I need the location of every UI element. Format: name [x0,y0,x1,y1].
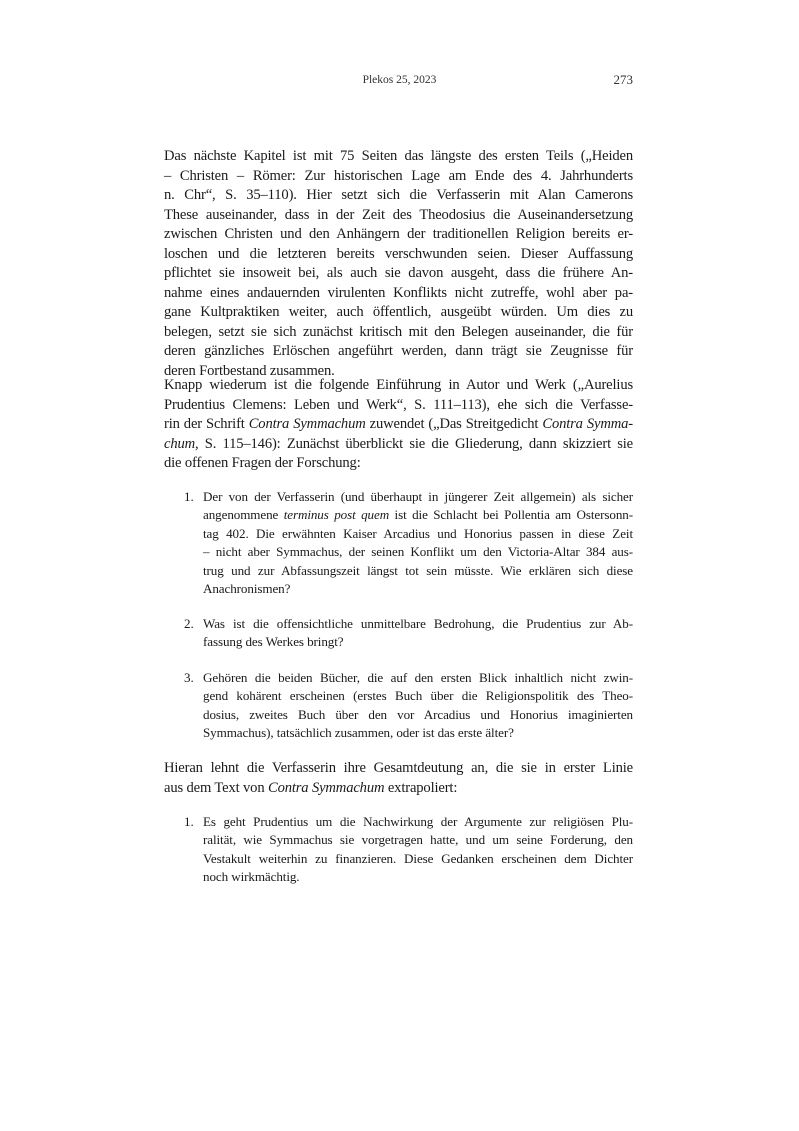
text-segment: angenommene [203,507,284,523]
text-segment: – Christen – Römer: Zur historischen Lage am Ende des 4. Jahrhunderts [164,167,633,184]
text-line [203,868,633,886]
text-line [203,724,633,742]
text-segment: noch wirkmächtig. [203,869,300,885]
italic-title: Contra Symma- [542,416,633,432]
text-line [203,813,633,831]
list-item-text [203,813,633,887]
list-item-text [203,488,633,598]
text-segment: , S. 115–146): Zunächst überblickt sie die Gliederung, dann skizziert sie [195,435,633,452]
text-segment: Es geht Prudentius um die Nachwirkung der Argumente zur religiösen Plu- [203,814,633,829]
text-segment: gane Kultpraktiken weiter, auch öffentlich, ausgeübt würden. Um dies zu [164,304,633,320]
text-segment: nahme eines andauernden virulenten Konflikts nicht zutreffe, wohl aber pa- [164,284,633,301]
text-segment: fassung des Werkes bringt? [203,634,344,650]
text-segment: rin der Schrift [164,416,249,432]
text-line [164,147,633,167]
text-segment: n. Chr“, S. 35–110). Hier setzt sich die Verfasserin mit Alan Camerons [164,187,633,203]
text-line [203,488,633,506]
text-segment: deren gänzliches Erlöschen angeführt werden, dann trägt sie Zeugnisse für [164,343,633,359]
text-segment: extrapoliert: [384,779,458,796]
italic-title: chum [164,435,196,452]
text-line [203,831,633,849]
text-line [203,687,633,705]
text-segment: Hieran lehnt die Verfasserin ihre Gesamtdeutung an, die sie in erster Linie [164,760,633,776]
text-line [164,342,633,362]
list-number: 2. [184,616,194,631]
text-segment: Das nächste Kapitel ist mit 75 Seiten das längste des ersten Teils („Heiden [164,148,633,164]
text-line [164,759,633,779]
text-segment: die offenen Fragen der Forschung: [164,455,361,471]
text-line [164,303,633,323]
text-line [164,167,633,187]
paragraph [164,376,633,474]
text-segment: zuwendet („Das Streitgedicht [365,416,543,432]
text-line [203,580,633,598]
text-line [164,323,633,343]
text-segment: pflichtet sie insoweit bei, als auch sie davon ausgeht, dass die frühere An- [164,265,633,281]
italic-title: Contra Symmachum [248,416,366,432]
text-segment: Symmachus), tatsächlich zusammen, oder ist das erste älter? [203,725,514,741]
text-segment: ralität, wie Symmachus sie vorgetragen hatte, und um seine Forderung, den [203,832,633,848]
text-line [203,669,633,687]
text-line [203,706,633,724]
text-line [164,186,633,206]
text-segment: trug und zur Abfassungszeit längst tot sein müsste. Wie erklären sich diese [203,562,633,578]
page-number: 273 [613,72,633,87]
text-line [164,264,633,284]
list-item [164,813,633,887]
text-line [164,225,633,245]
text-segment: deren Fortbestand zusammen. [164,362,335,379]
text-line [164,284,633,304]
text-segment: – nicht aber Symmachus, der seinen Konflikt um den Victoria-Altar 384 aus- [203,544,633,560]
text-segment: Anachronismen? [203,581,291,597]
text-segment: tag 402. Die erwähnten Kaiser Arcadius und Honorius passen in diese Zeit [203,525,633,541]
text-segment: Der von der Verfasserin (und überhaupt in jüngerer Zeit allgemein) als sicher [203,489,633,504]
text-line [203,562,633,580]
running-header-journal: Plekos 25, 2023 [362,74,437,86]
text-line [203,633,633,651]
list-number: 1. [184,489,194,504]
text-segment: aus dem Text von [164,779,268,796]
text-line [203,850,633,868]
text-line [164,396,633,416]
text-line [164,245,633,265]
text-segment: belegen, setzt sie sich zunächst kritisch mit den Belegen auseinander, die für [164,323,633,340]
list-item [164,615,633,652]
paragraph [164,147,633,381]
text-line [164,435,633,455]
text-segment: dosius, zweites Buch über den vor Arcadius und Honorius imaginierten [203,706,633,722]
text-line [164,206,633,226]
list-item [164,488,633,598]
text-segment: zwischen Christen und den Anhängern der traditionellen Religion bereits er- [164,226,633,242]
list-item-text [203,615,633,652]
text-line [164,454,633,474]
list-item [164,669,633,743]
text-line [203,506,633,524]
text-line [164,376,633,396]
text-segment: These auseinander, dass in der Zeit des Theodosius die Auseinandersetzung [164,206,633,223]
list-item-text [203,669,633,743]
text-segment: Vestakult weiterhin zu finanzieren. Diese Gedanken erscheinen dem Dichter [203,850,633,866]
text-segment: Was ist die offensichtliche unmittelbare Bedrohung, die Prudentius zur Ab- [203,616,633,631]
text-segment: ist die Schlacht bei Pollentia am Ostersonn- [389,507,633,523]
text-segment: Prudentius Clemens: Leben und Werk“, S. 111–113), ehe sich die Verfasse- [164,396,633,413]
paragraph [164,759,633,798]
text-line [203,615,633,633]
text-line [203,525,633,543]
list-number: 1. [184,814,194,829]
italic-title: terminus post quem [283,507,390,523]
text-line [164,779,633,799]
list-number: 3. [184,670,194,685]
text-line [164,415,633,435]
italic-title: Contra Symmachum [267,779,385,796]
text-line [203,543,633,561]
text-segment: gend kohärent erscheinen (erstes Buch über die Religionspolitik des Theo- [203,688,633,704]
text-segment: loschen und die letzteren bereits verschwunden seien. Dieser Auffassung [164,245,633,262]
text-segment: Knapp wiederum ist die folgende Einführung in Autor und Werk („Aurelius [164,377,633,393]
text-segment: Gehören die beiden Bücher, die auf den ersten Blick inhaltlich nicht zwin- [203,670,633,685]
